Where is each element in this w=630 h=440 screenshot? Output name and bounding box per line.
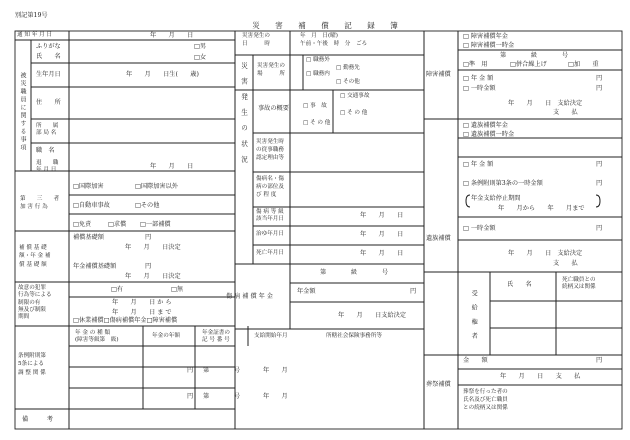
dis-lump-checkbox[interactable]: □ 障害補償一時金	[463, 42, 515, 49]
surv-payment: 支 払	[553, 260, 578, 267]
department-label: 所 属 部 局 名	[36, 123, 59, 137]
funeral-amount-yen: 円	[596, 357, 603, 364]
recipient-label: 受給権者	[470, 290, 478, 347]
dis-payment: 支 払	[553, 109, 578, 116]
birth-label: 生年月日	[36, 71, 61, 78]
art5-header-start: 支給開始年月	[254, 333, 288, 339]
place-on-duty[interactable]: □ 職務内	[306, 71, 330, 77]
remarks-label: 備 考	[22, 416, 53, 423]
art5-yen-2: 円	[187, 393, 194, 400]
death-value: 年 月 日	[360, 250, 404, 257]
art5-header-office: 所轄社会保険事務所等	[326, 333, 382, 339]
art5-header-annual: 年金の年額	[152, 333, 180, 339]
art5-cert-1: 第 号	[203, 367, 241, 374]
base-yen: 円	[145, 234, 152, 241]
cure-label: 治ゆ年月日	[256, 231, 284, 237]
art5-ym-2: 年 月	[263, 393, 288, 400]
dis-annual-yen: 円	[596, 75, 603, 82]
occur-place-label: 災害発生の 場 所	[257, 63, 285, 77]
name-label: 氏 名	[36, 53, 61, 60]
intent-from: 年 月 日 か ら	[112, 299, 172, 306]
sick-decision: 年 月 日支給決定	[338, 312, 407, 319]
surv-stop-label: 年金支給停止期間	[471, 195, 521, 202]
surv-lump-checkbox[interactable]: □ 遺族補償一時金	[463, 131, 515, 138]
dis-flag-apply[interactable]: □準 用	[463, 61, 488, 68]
page-title: 災 害 補 償 記 録 簿	[252, 21, 402, 30]
sick-annual-label: 年金額	[297, 288, 316, 295]
dis-onetime-checkbox[interactable]: □ 一時金額	[463, 85, 496, 92]
surv-stop-range: 年 月から 年 月まで	[498, 205, 585, 212]
address-label: 住 所	[36, 99, 61, 106]
dis-pension-checkbox[interactable]: □ 障害補償年金	[463, 33, 508, 40]
intent-until: 年 月 日 ま で	[112, 309, 172, 316]
intent-yes[interactable]: □有	[111, 286, 124, 293]
surv-onetime-checkbox[interactable]: □ 一時金額	[463, 225, 496, 232]
surv-annual-yen: 円	[596, 161, 603, 168]
tp-option-claim[interactable]: □求償	[108, 221, 127, 228]
retirement-label: 退 職 年 月 日	[36, 160, 59, 174]
summary-other-1[interactable]: □ そ の 他	[340, 110, 368, 116]
dis-flag-merge[interactable]: □併合繰上げ	[510, 61, 547, 68]
disaster-section-label: 災害発生の状況	[239, 62, 248, 172]
disability-section-label: 障害補償	[426, 71, 451, 78]
intent-types: □休業補償□傷病補償年金□障害補償	[73, 317, 178, 324]
summary-accident[interactable]: □ 事 故	[303, 103, 327, 109]
summary-traffic[interactable]: □ 交通事故	[340, 93, 370, 99]
pension-base-decided: 年 月 日決定	[125, 273, 181, 280]
intent-label: 故意の犯罪 行為等による 制限の有 無及び制限 期間	[18, 285, 52, 321]
duty-label: 災害発生時 の従事職務 認定理由等	[256, 139, 284, 161]
dis-onetime-yen: 円	[596, 85, 603, 92]
surv-onetime-yen: 円	[596, 225, 603, 232]
pension-base-field: 年金補償基礎額	[73, 263, 117, 270]
form-number: 別記第19号	[15, 12, 48, 19]
art5-header-type: 年 金 の 種 類 (障害等級第 級)	[75, 330, 119, 344]
funeral-amount-label: 金 額	[463, 357, 488, 364]
occur-datetime-value: 年 月 日(曜) 午前・午後 時 分 ごろ	[300, 33, 368, 47]
injury-label: 傷病名・傷 病の部位及 び 程 度	[256, 176, 284, 198]
intent-no[interactable]: □無	[171, 286, 184, 293]
sick-grade: 第 級 号	[320, 269, 389, 276]
victim-section-label: 被災職員に関する事項	[19, 72, 26, 152]
female-checkbox[interactable]: □女	[194, 54, 207, 61]
tp-option-non-intl[interactable]: □国際加害以外	[135, 183, 178, 190]
funeral-person-label: 葬祭を行った者の 氏名及び死亡職員 との続柄又は関係	[463, 389, 508, 411]
tp-option-other[interactable]: □その他	[135, 202, 160, 209]
tp-option-car[interactable]: □自動車事故	[73, 202, 110, 209]
art5-cert-2: 第 号	[203, 393, 241, 400]
art5-ym-1: 年 月	[263, 367, 288, 374]
death-label: 死亡年月日	[256, 250, 284, 256]
tp-option-partial[interactable]: □一部補償	[140, 221, 171, 228]
dis-grade: 第 級 号	[500, 52, 569, 59]
dis-decision: 年 月 日 支給決定	[508, 100, 583, 107]
base-amount-label: 補 償 基 礎 額・年 金 補 償 基 礎 額	[19, 245, 51, 268]
job-label: 職 名	[36, 147, 55, 154]
third-party-label: 第 三 者 加 害 行 為	[20, 196, 60, 210]
recipient-name-header: 氏 名	[507, 281, 532, 288]
sick-annual-yen: 円	[410, 288, 417, 295]
dis-annual-checkbox[interactable]: □ 年 金 額	[463, 75, 494, 82]
diagnosis-value: 年 月 日	[360, 212, 404, 219]
base-amount-field: 補償基礎額	[73, 234, 104, 241]
diagnosis-label: 傷 病 等 級 該当年月日	[256, 209, 284, 223]
art5-label: 条例附則第 5条による 調 整 関 係	[18, 353, 46, 376]
dis-flag-aggravate[interactable]: □加 重	[568, 61, 599, 68]
funeral-paid: 年 月 日 支 払	[500, 373, 581, 380]
notice-date-value: 年 月 日	[150, 32, 194, 39]
surv-pension-checkbox[interactable]: □ 遺族補償年金	[463, 122, 508, 129]
place-other[interactable]: □ その他	[336, 79, 360, 85]
place-off-duty[interactable]: □ 職務外	[306, 57, 330, 63]
recipient-relation-header: 死亡職員との 続柄又は関係	[562, 277, 596, 291]
sick-pension-label: 傷 病 補 償 年 金	[226, 293, 273, 300]
notice-date-label: 通 知 年 月 日	[17, 32, 53, 38]
survivor-section-label: 遺族補償	[426, 235, 451, 242]
funeral-section-label: 葬祭補償	[426, 381, 451, 388]
birth-value: 年 月 日生( 歳)	[126, 71, 199, 78]
occur-datetime-label: 災害発生の 日 時	[242, 33, 270, 47]
summary-label: 事故の概要	[258, 105, 289, 112]
art5-header-cert: 年金証書の 記 号 番 号	[202, 330, 230, 344]
summary-other-2[interactable]: □ そ の 他	[303, 120, 331, 126]
place-workplace[interactable]: □ 勤務先	[336, 65, 360, 71]
retirement-value: 年 月 日	[150, 163, 194, 170]
male-checkbox[interactable]: □男	[194, 43, 207, 50]
surv-annual-checkbox[interactable]: □ 年 金 額	[463, 161, 494, 168]
tp-option-exempt[interactable]: □免責	[73, 221, 92, 228]
surv-art3-yen: 円	[596, 180, 603, 187]
art5-yen-1: 円	[187, 367, 194, 374]
tp-option-intl[interactable]: □国際加害	[73, 183, 104, 190]
pension-base-yen: 円	[145, 263, 152, 270]
surv-art3-checkbox[interactable]: □ 条例附則第3条の一時金額	[463, 180, 543, 187]
surv-decision: 年 月 日 支給決定	[508, 250, 583, 257]
furigana-label: ふりがな	[36, 43, 61, 50]
base-decided: 年 月 日決定	[125, 244, 181, 251]
cure-value: 年 月 日	[360, 231, 404, 238]
